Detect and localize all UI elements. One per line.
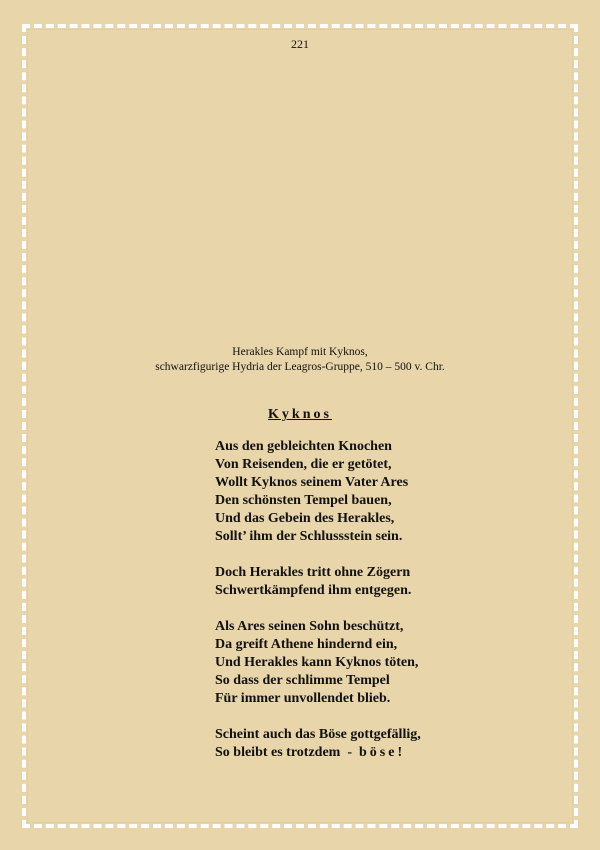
poem-line: Als Ares seinen Sohn beschützt, xyxy=(215,619,404,634)
poem-line: So dass der schlimme Tempel xyxy=(215,673,390,688)
stanza-2 xyxy=(215,564,555,600)
stanza-1 xyxy=(215,438,555,546)
poem-line: Und das Gebein des Herakles, xyxy=(215,511,395,526)
image-caption xyxy=(0,345,600,375)
poem-line: Den schönsten Tempel bauen, xyxy=(215,493,392,508)
poem-line: Und Herakles kann Kyknos töten, xyxy=(215,655,419,670)
poem-last-line-emphasis: böse! xyxy=(359,745,406,760)
poem-title: Kyknos xyxy=(268,407,332,422)
caption-line-1: Herakles Kampf mit Kyknos, xyxy=(232,346,368,358)
poem-last-line-prefix: So bleibt es trotzdem - xyxy=(215,745,359,760)
poem-line: Für immer unvollendet blieb. xyxy=(215,691,391,706)
caption-line-2: schwarzfigurige Hydria der Leagros-Gruppe, 510 – 500 v. Chr. xyxy=(155,361,445,373)
poem-line: Doch Herakles tritt ohne Zögern xyxy=(215,565,411,580)
poem-line: Schwertkämpfend ihm entgegen. xyxy=(215,583,412,598)
poem-body xyxy=(215,438,555,780)
poem-line: Sollt’ ihm der Schlussstein sein. xyxy=(215,529,403,544)
poem-line: Da greift Athene hindernd ein, xyxy=(215,637,398,652)
poem-line: Aus den gebleichten Knochen xyxy=(215,439,392,454)
poem-line: Scheint auch das Böse gottgefällig, xyxy=(215,727,421,742)
poem-line: Wollt Kyknos seinem Vater Ares xyxy=(215,475,409,490)
stanza-4 xyxy=(215,726,555,762)
page-number: 221 xyxy=(291,37,309,51)
poem-line: Von Reisenden, die er getötet, xyxy=(215,457,392,472)
stanza-3 xyxy=(215,618,555,708)
poem-last-line xyxy=(215,744,555,762)
